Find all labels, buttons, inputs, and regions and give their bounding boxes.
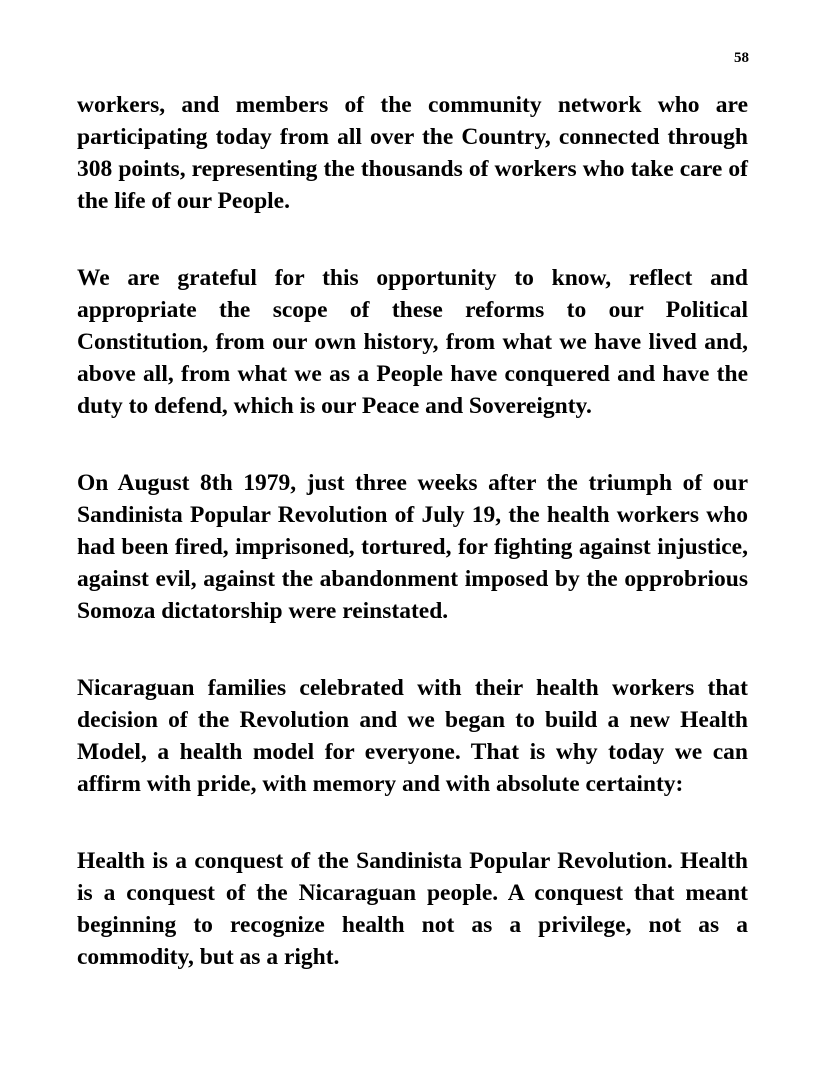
paragraph: We are grateful for this opportunity to know, reflect and appropriate the scope of these reforms to our Political Constitution, from our own history, from what we have lived and, above all, from what we as a People have conquered and have the duty to defend, which is our Peace and Sovereignty. — [77, 265, 748, 419]
paragraph: On August 8th 1979, just three weeks after the triumph of our Sandinista Popular Revolution of July 19, the health workers who had been fired, imprisoned, tortured, for fighting against injustice, against evil, against the abandonment imposed by the opprobrious Somoza dictatorship were reinstated. — [77, 470, 748, 624]
paragraph: Health is a conquest of the Sandinista Popular Revolution. Health is a conquest of the Nicaraguan people. A conquest that meant beginning to recognize health not as a privilege, not as a commodity, but as a right. — [77, 848, 748, 970]
page-number: 58 — [734, 50, 749, 66]
body-text — [77, 89, 748, 1018]
paragraph: Nicaraguan families celebrated with their health workers that decision of the Revolution and we began to build a new Health Model, a health model for everyone. That is why today we can affirm with pride, with memory and with absolute certainty: — [77, 675, 748, 797]
paragraph: workers, and members of the community network who are participating today from all over the Country, connected through 308 points, representing the thousands of workers who take care of the life of our People. — [77, 92, 748, 214]
